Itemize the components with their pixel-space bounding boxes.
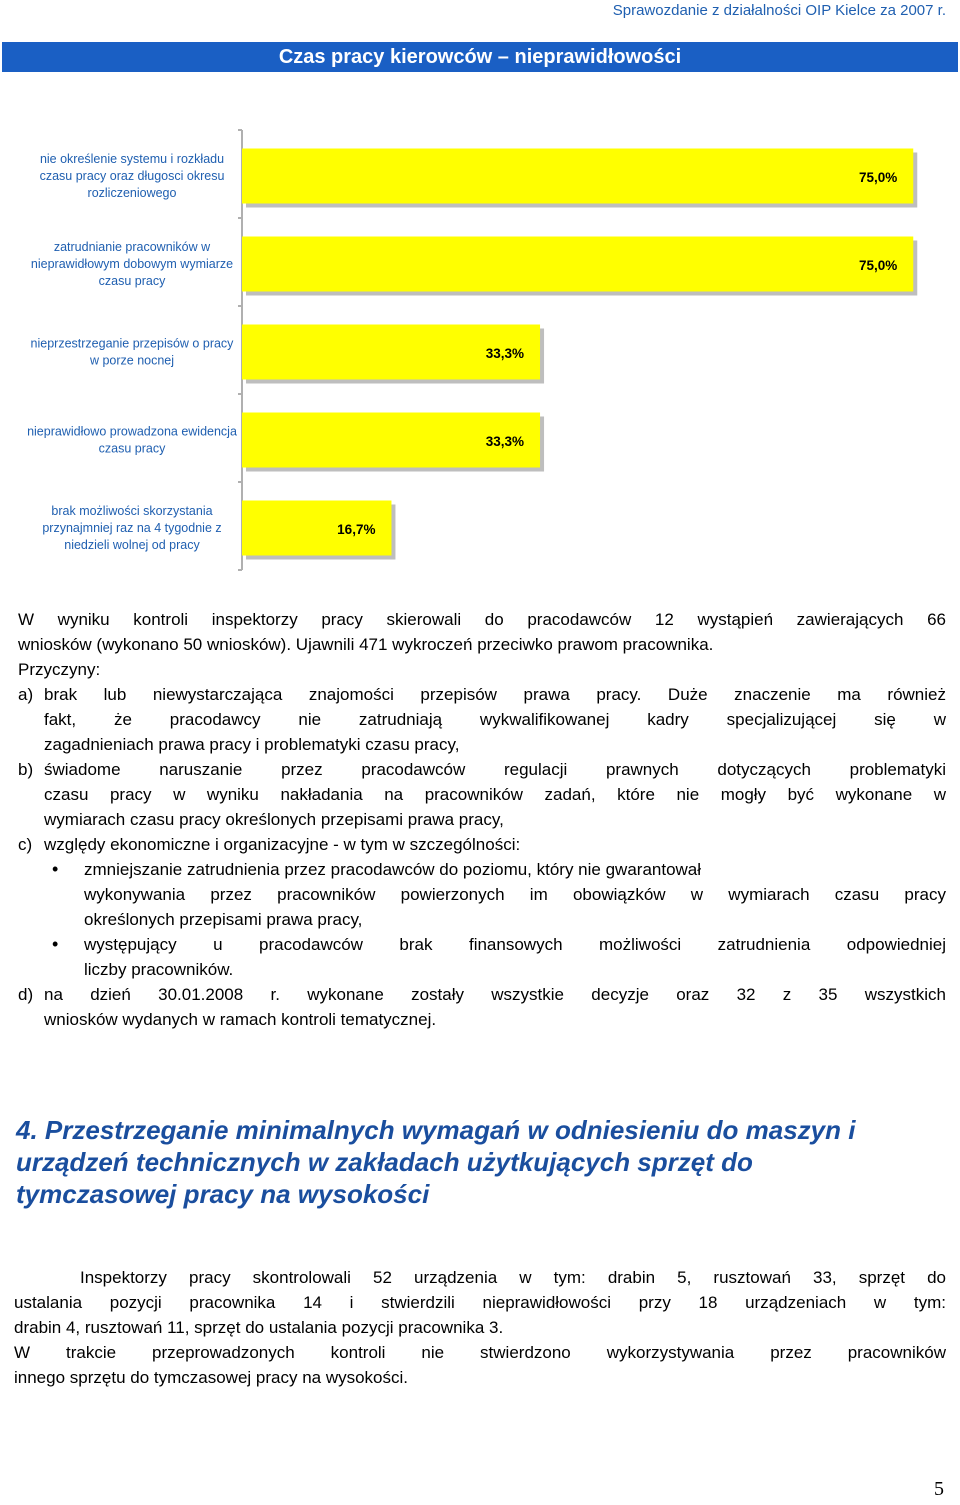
chart-category-label: nie określenie systemu i rozkładu (39, 152, 225, 166)
list-item-d (18, 982, 946, 1032)
bullet-icon: • (52, 934, 59, 954)
chart-category-label: niedzieli wolnej od pracy (64, 538, 200, 552)
list-line: fakt, że pracodawcy nie zatrudniają wykwalifikowanej kadry specjalizującej się w (44, 710, 946, 729)
section-heading (16, 1114, 936, 1210)
paragraph-devices (14, 1265, 946, 1390)
paragraph-line: W wyniku kontroli inspektorzy pracy skierowali do pracodawców 12 wystąpień zawierających 66 (18, 610, 946, 629)
chart-category-label: czasu pracy (98, 441, 166, 456)
bullet-line: liczby pracowników. (84, 960, 234, 979)
chart-category-label: brak możliwości skorzystania (51, 504, 213, 518)
list-item-c (18, 832, 946, 857)
chart-data-label: 33,3% (485, 434, 525, 449)
header-note: Sprawozdanie z działalności OIP Kielce za 2007 r. (612, 2, 946, 19)
chart-category-label: w porze nocnej (89, 353, 175, 368)
chart-category-label: nieprzestrzeganie przepisów o pracy (30, 336, 234, 351)
list-line: wymiarach czasu pracy określonych przepisami prawa pracy, (44, 810, 504, 829)
bullet-line: wykonywania przez pracowników powierzonych im obowiązków w wymiarach czasu pracy (84, 885, 946, 904)
list-item-a (18, 682, 946, 757)
list-line: świadome naruszanie przez pracodawców regulacji prawnych dotyczących problematyki (44, 760, 946, 779)
list-line: zagadnieniach prawa pracy i problematyki czasu pracy, (44, 735, 460, 754)
chart-category-label: rozliczeniowego (87, 186, 177, 200)
paragraph-line: innego sprzętu do tymczasowej pracy na wysokości. (14, 1368, 409, 1387)
list-item-b (18, 757, 946, 832)
chart-category-label: przynajmniej raz na 4 tygodnie z (42, 521, 222, 535)
paragraph-findings (18, 607, 946, 1032)
list-line: wniosków wydanych w ramach kontroli tematycznej. (44, 1010, 437, 1029)
chart-bar (242, 149, 913, 204)
paragraph-line: Przyczyny: (18, 660, 101, 679)
chart-data-label: 75,0% (858, 170, 898, 185)
chart-category-label: nieprawidłowym dobowym wymiarze (30, 257, 234, 271)
chart-category-label: czasu pracy oraz długosci okresu (39, 169, 225, 183)
bullet-line: określonych przepisami prawa pracy, (84, 910, 363, 929)
chart-bar (242, 237, 913, 292)
page-number: 5 (934, 1478, 944, 1500)
list-label: c) (18, 835, 33, 854)
chart-category-label: zatrudnianie pracowników w (53, 240, 211, 254)
bullet-item (18, 857, 946, 932)
paragraph-line: Inspektorzy pracy skontrolowali 52 urządzenia w tym: drabin 5, rusztowań 33, sprzęt do (80, 1268, 946, 1287)
paragraph-line: drabin 4, rusztowań 11, sprzęt do ustalania pozycji pracownika 3. (14, 1318, 504, 1337)
chart-data-label: 75,0% (858, 258, 898, 273)
chart-category-label: nieprawidłowo prowadzona ewidencja (27, 424, 237, 439)
chart-data-label: 33,3% (485, 346, 525, 361)
list-line: brak lub niewystarczająca znajomości przepisów prawa pracy. Duże znaczenie ma również (44, 685, 946, 704)
heading-line: 4. Przestrzeganie minimalnych wymagań w odniesieniu do maszyn i (16, 1115, 856, 1145)
bullet-icon: • (52, 859, 59, 879)
chart-data-label: 16,7% (337, 522, 376, 537)
list-line: czasu pracy w wyniku nakładania na pracowników zadań, które nie mogły być wykonane w (44, 785, 946, 804)
list-label: d) (18, 985, 34, 1004)
list-line: na dzień 30.01.2008 r. wykonane zostały wszystkie decyzje oraz 32 z 35 wszystkich (44, 985, 946, 1004)
heading-line: tymczasowej pracy na wysokości (16, 1179, 430, 1209)
bullet-item (18, 932, 946, 982)
paragraph-line: ustalania pozycji pracownika 14 i stwierdzili nieprawidłowości przy 18 urządzeniach w tym: (14, 1293, 946, 1312)
list-label: a) (18, 685, 34, 704)
chart-title: Czas pracy kierowców – nieprawidłowości (2, 42, 958, 72)
bar-chart (0, 128, 960, 578)
bullet-line: występujący u pracodawców brak finansowych możliwości zatrudnienia odpowiedniej (84, 935, 946, 954)
list-label: b) (18, 760, 34, 779)
heading-line: urządzeń technicznych w zakładach użytkujących sprzęt do (16, 1147, 753, 1177)
list-line: względy ekonomiczne i organizacyjne - w tym w szczególności: (44, 835, 521, 854)
chart-category-label: czasu pracy (98, 274, 166, 288)
bullet-line: zmniejszanie zatrudnienia przez pracodawców do poziomu, który nie gwarantował (84, 860, 702, 879)
paragraph-line: W trakcie przeprowadzonych kontroli nie stwierdzono wykorzystywania przez pracowników (14, 1343, 946, 1362)
paragraph-line: wniosków (wykonano 50 wniosków). Ujawnili 471 wykroczeń przeciwko prawom pracownika. (18, 635, 714, 654)
